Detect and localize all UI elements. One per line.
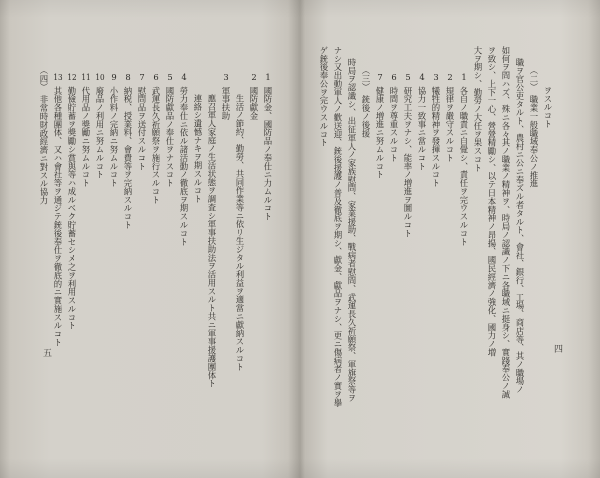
list-item bbox=[261, 46, 275, 391]
paragraph-line: 如何ヲ問ハズ、殊ニ各々其ノ職業ノ精神ヲ、時局ノ認識ノ下ニ各職域ニ挺身シ、實踐奉公ノ誠 bbox=[501, 46, 511, 399]
list-item bbox=[51, 46, 65, 391]
item-text: 研究工夫ヲナシ、能率ノ増進ヲ圖ルコト bbox=[403, 86, 413, 238]
item-text: 時間ヲ尊重スルコト bbox=[389, 86, 399, 162]
left-page-text bbox=[37, 46, 275, 391]
list-item bbox=[135, 46, 149, 391]
item-number: 6 bbox=[153, 73, 159, 82]
item-text: 勤儉貯蓄ヲ獎勵シ賞與等ハ成ルベク貯蓄セシメ之ヲ利用スルコト bbox=[67, 86, 77, 330]
item-number: 1 bbox=[461, 73, 467, 82]
item-description: 應召軍人家庭ノ生活状態ヲ調査シ軍事扶助法ヲ活用スルト共ニ軍事援護團体ト bbox=[207, 94, 217, 388]
item-number: 1 bbox=[265, 73, 271, 82]
list-item bbox=[93, 46, 107, 391]
item-number: 7 bbox=[377, 73, 383, 82]
item-text: 健康ノ増進ニ努ムルコト bbox=[375, 86, 385, 179]
item-text: 各自ノ職責ニ自覺シ、責任ヲ完ウスルコト bbox=[459, 86, 469, 246]
item-text: 規律ヲ嚴守スルコト bbox=[445, 86, 455, 162]
item-text: 小作料ノ完納ニ努ムルコト bbox=[109, 86, 119, 188]
section-heading: （四） 非常時財政經濟ニ對スル協力 bbox=[39, 66, 49, 205]
item-number: 5 bbox=[405, 73, 411, 82]
paragraph-line: ヲ致シ、上下一心、營營精勵シ、以テ日本精神ノ昂揚、國民經濟ノ強化、國力ノ増 bbox=[487, 46, 497, 357]
item-text: 國防獻金 bbox=[249, 86, 259, 120]
page-number: 五 bbox=[41, 348, 51, 357]
text-column: ヲスルコト bbox=[543, 86, 553, 128]
list-item bbox=[373, 46, 387, 411]
item-number: 9 bbox=[111, 73, 117, 82]
list-item bbox=[107, 46, 121, 391]
list-item bbox=[121, 46, 135, 391]
list-item bbox=[401, 46, 415, 411]
page-number: 四 bbox=[552, 344, 562, 353]
item-text: 武運長久祈願祭ヲ施行スルコト bbox=[151, 86, 161, 204]
item-number: 5 bbox=[167, 73, 173, 82]
item-number: 12 bbox=[67, 73, 77, 82]
list-item bbox=[387, 46, 401, 411]
list-item bbox=[163, 46, 177, 391]
list-item bbox=[79, 46, 93, 391]
item-description: 連絡シ遺憾ナキヲ期スルコト bbox=[193, 94, 203, 204]
paragraph-line: 大ヲ期シ、勤勞ノ大任ヲ果スコト bbox=[473, 46, 483, 172]
list-item bbox=[149, 46, 163, 391]
item-number: 2 bbox=[447, 73, 453, 82]
item-text: 其他各種團体、又ハ會社等ヲ通ジテ銃後奉仕ヲ徹底的ニ實施スルコト bbox=[53, 86, 63, 347]
list-item bbox=[429, 46, 443, 411]
item-number: 13 bbox=[53, 73, 63, 82]
paragraph-line: 時局ヲ認識シ、出征軍人ノ家族慰問、家業援助、戰病者慰問、武運長久祈願祭、軍旗祭等ヲ bbox=[347, 58, 357, 402]
right-page-text bbox=[317, 46, 555, 411]
item-text: 國防獻品ノ奉仕ヲナスコト bbox=[165, 86, 175, 188]
item-text: 犧牲的精神ヲ發揮スルコト bbox=[431, 86, 441, 188]
item-number: 10 bbox=[95, 73, 105, 82]
item-text: 代用品ノ獎勵ニ努ムルコト bbox=[81, 86, 91, 188]
item-number: 2 bbox=[251, 73, 257, 82]
section-heading: （三） 銃後ノ後援 bbox=[361, 66, 371, 138]
item-number: 4 bbox=[181, 73, 187, 82]
item-number: 7 bbox=[139, 73, 145, 82]
item-number: 3 bbox=[223, 73, 229, 82]
item-number: 8 bbox=[125, 73, 131, 82]
list-item bbox=[219, 46, 233, 391]
list-item bbox=[443, 46, 457, 411]
list-item bbox=[457, 46, 471, 411]
item-description: 生活ノ節約、勤勞、共同作業等ニ依リ生ジタル利益ヲ適當ニ獻納スルコト bbox=[235, 94, 245, 371]
paragraph-line: ゲ銃後奉公ヲ完ウスルコト bbox=[319, 46, 329, 147]
list-item bbox=[415, 46, 429, 411]
section-heading: （二） 職業一般職域奉公ノ推進 bbox=[529, 66, 539, 188]
item-text: 廢品ノ利用ニ努ムルコト bbox=[95, 86, 105, 179]
item-number: 4 bbox=[419, 73, 425, 82]
list-item bbox=[65, 46, 79, 391]
list-item bbox=[177, 46, 191, 391]
item-text: 國防金、國防品ノ奉仕ニ力ムルコト bbox=[263, 86, 273, 221]
item-text: 協力一致事ニ當ルコト bbox=[417, 86, 427, 171]
item-number: 6 bbox=[391, 73, 397, 82]
paragraph-line: 職ヲ官公吏タルト、農村ニ公ニ奉ズル者タルト、會社、銀行、工場、商店等、其ノ職場ノ bbox=[515, 58, 525, 394]
item-number: 11 bbox=[81, 73, 91, 82]
paragraph-line: ナシ又出動軍人ノ歡送迎、銃後援護ノ普及徹底ヲ期シ、獻金、獻品ヲナシ、更ニ傷病者ノ實ヲ擧 bbox=[333, 46, 343, 407]
item-text: 納税、授業料、會費等ヲ完納スルコト bbox=[123, 86, 133, 230]
item-text: 勞力奉仕ニ依ル諸活動ノ徹底ヲ期スルコト bbox=[179, 86, 189, 246]
item-number: 3 bbox=[433, 73, 439, 82]
item-text: 慰問品ヲ送付スルコト bbox=[137, 86, 147, 171]
item-text: 軍事扶助 bbox=[221, 86, 231, 120]
list-item bbox=[247, 46, 261, 391]
